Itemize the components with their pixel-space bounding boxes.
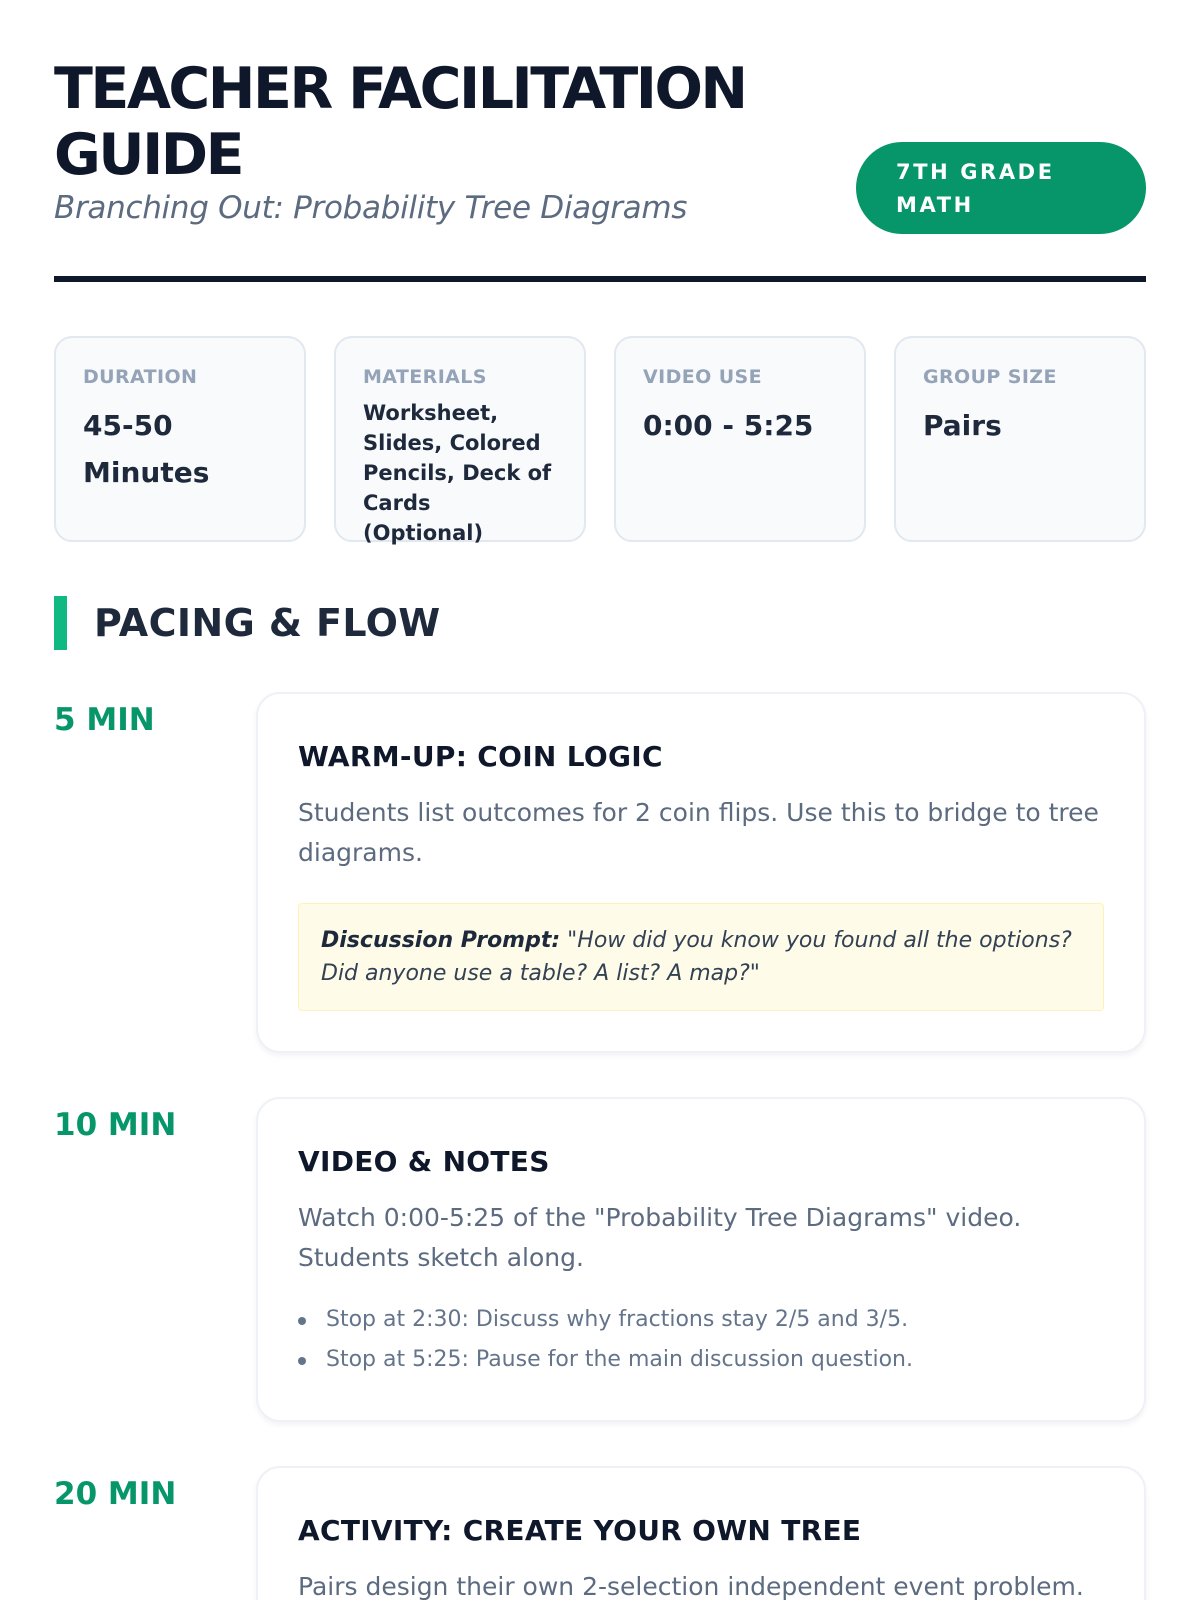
page-subtitle: Branching Out: Probability Tree Diagrams [54, 190, 688, 226]
activity-card [256, 692, 1146, 1053]
stat-value: Pairs [923, 409, 1002, 442]
page-title: TEACHER FACILITATION GUIDE [54, 56, 746, 188]
timeline-row-warmup [54, 692, 1146, 1053]
activity-card [256, 1466, 1146, 1600]
section-heading [54, 596, 1146, 650]
stat-label: DURATION [83, 366, 198, 388]
card-text: Watch 0:00-5:25 of the "Probability Tree Diagrams" video. Students sketch along. [298, 1203, 1022, 1272]
list-item: Stop at 2:30: Discuss why fractions stay 2/5 and 3/5. [298, 1300, 1104, 1340]
card-title: VIDEO & NOTES [298, 1145, 550, 1178]
list-item: Stop at 5:25: Pause for the main discussion question. [298, 1340, 1104, 1380]
card-title: ACTIVITY: CREATE YOUR OWN TREE [298, 1514, 862, 1547]
stat-value: 45-50 Minutes [83, 409, 210, 489]
stat-value: 0:00 - 5:25 [643, 409, 814, 442]
grade-badge: 7TH GRADE MATH [856, 142, 1146, 234]
timeline-row-activity [54, 1466, 1146, 1600]
stat-card-duration [54, 336, 306, 542]
stat-label: GROUP SIZE [923, 366, 1057, 388]
time-label: 20 MIN [54, 1476, 177, 1512]
timeline-row-video [54, 1097, 1146, 1422]
page-header [54, 0, 1146, 282]
time-label: 10 MIN [54, 1107, 177, 1143]
stat-card-materials [334, 336, 586, 545]
discussion-prompt [298, 903, 1104, 1011]
stats-row [54, 336, 1146, 545]
bullet-list [298, 1300, 1104, 1380]
prompt-text: "How did you know you found all the options? Did anyone use a table? A list? A map?" [321, 928, 1072, 986]
time-label: 5 MIN [54, 702, 155, 738]
stat-card-video-use [614, 336, 866, 542]
stat-value: Worksheet, Slides, Colored Pencils, Deck of Cards (Optional) [363, 401, 552, 545]
stat-card-group-size [894, 336, 1146, 542]
prompt-label: Discussion Prompt: [321, 928, 561, 953]
card-title: WARM-UP: COIN LOGIC [298, 740, 663, 773]
stat-label: MATERIALS [363, 366, 487, 388]
activity-card [256, 1097, 1146, 1422]
card-text: Students list outcomes for 2 coin flips. Use this to bridge to tree diagrams. [298, 798, 1099, 867]
section-title: PACING & FLOW [94, 601, 441, 645]
stat-label: VIDEO USE [643, 366, 762, 388]
card-text: Pairs design their own 2-selection independent event problem. [298, 1572, 1084, 1600]
section-accent-bar [54, 596, 67, 650]
